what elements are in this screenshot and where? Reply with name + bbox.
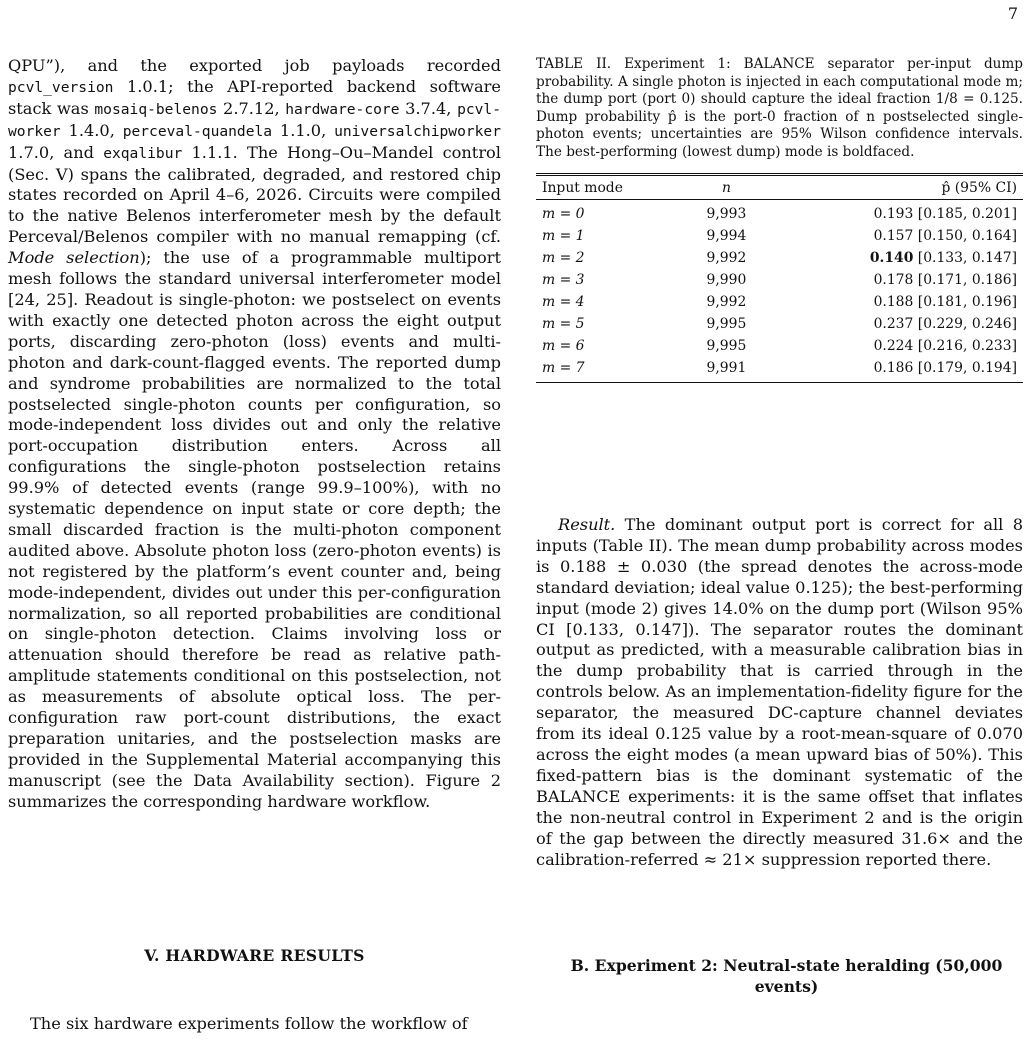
- cell-p-ci: [768, 247, 1023, 269]
- cell-n: 9,993: [706, 205, 747, 222]
- cell-p-ci: [768, 313, 1023, 335]
- section-heading: V. HARDWARE RESULTS: [144, 946, 365, 965]
- cell-n: 9,990: [706, 271, 747, 288]
- header-p: p̂ (95% CI): [768, 174, 1023, 199]
- cell-n: 9,992: [706, 293, 747, 310]
- cell-input-mode: m = 7: [536, 357, 685, 383]
- cell-ci: [0.133, 0.147]: [917, 249, 1017, 266]
- result-paragraph: Result. The dominant output port is correct for all 8 inputs (Table II). The mean dump probability across modes is 0.188 ± 0.030 (the spread denotes the across-mode standard deviation; ideal value 0.125); the best-performing input (mode 2) gives 14.0% on the dump port (Wilson 95% CI [0.133, 0.147]). The separator routes the dominant output as predicted, with a measurable calibration bias in the dump probability that is carried through in the controls below. As an implementation-fidelity figure for the separator, the measured DC-capture channel deviates from its ideal 0.125 value by a root-mean-square of 0.070 across the eight modes (a mean upward bias of 50%). This fixed-pattern bias is the dominant systematic of the BALANCE experiments: it is the same offset that inflates the non-neutral control in Experiment 2 and is the origin of the gap between the directly measured 31.6× and the calibration-referred ≈ 21× suppression reported there.: [536, 515, 1023, 869]
- cell-ci: [0.181, 0.196]: [917, 293, 1017, 310]
- cell-p-ci: [768, 291, 1023, 313]
- cell-n: 9,995: [706, 337, 747, 354]
- cell-n: 9,991: [685, 357, 768, 383]
- cell-input-mode: m = 6: [542, 337, 585, 354]
- table-row: [536, 269, 1023, 291]
- right-column: [536, 56, 1023, 383]
- table-row: [536, 357, 1023, 383]
- cell-p-ci: [768, 357, 1023, 383]
- cell-p-ci: [768, 269, 1023, 291]
- cell-p-value: 0.188: [873, 293, 914, 310]
- cell-n: 9,995: [706, 315, 747, 332]
- table-row: [536, 335, 1023, 357]
- cell-p-value: 0.157: [873, 227, 914, 244]
- cell-ci: [0.179, 0.194]: [917, 359, 1017, 376]
- cell-p-ci: [768, 225, 1023, 247]
- cell-p-ci: [768, 199, 1023, 225]
- cell-p-value: 0.140: [869, 249, 914, 266]
- cell-ci: [0.229, 0.246]: [917, 315, 1017, 332]
- left-column: [8, 56, 501, 813]
- table-row: [536, 313, 1023, 335]
- table-header-row: [536, 174, 1023, 199]
- table-row: [536, 199, 1023, 225]
- table-caption: TABLE II. Experiment 1: BALANCE separator per-input dump probability. A single photon is injected in each computational mode m; the dump port (port 0) should capture the ideal fraction 1/8 = 0.125. Dump probability p̂ is the port-0 fraction of n postselected single-photon events; uncertainties are 95% Wilson confidence intervals. The best-performing (lowest dump) mode is boldfaced.: [536, 56, 1023, 160]
- cell-n: 9,994: [706, 227, 747, 244]
- cell-p-ci: [768, 335, 1023, 357]
- cell-input-mode: m = 0: [542, 205, 585, 222]
- header-input-mode: Input mode: [536, 174, 685, 199]
- cell-ci: [0.185, 0.201]: [917, 205, 1017, 222]
- cell-ci: [0.150, 0.164]: [917, 227, 1017, 244]
- cell-input-mode: m = 3: [542, 271, 585, 288]
- cell-p-value: 0.178: [873, 271, 914, 288]
- section-intro-text: The six hardware experiments follow the workflow of: [30, 1014, 468, 1033]
- header-n: n: [685, 174, 768, 199]
- cell-p-value: 0.193: [873, 205, 914, 222]
- cell-p-value: 0.237: [873, 315, 914, 332]
- results-table: [536, 173, 1023, 383]
- cell-input-mode: m = 2: [542, 249, 585, 266]
- table-row: [536, 291, 1023, 313]
- cell-input-mode: m = 1: [542, 227, 585, 244]
- cell-p-value: 0.186: [873, 359, 914, 376]
- cell-ci: [0.171, 0.186]: [917, 271, 1017, 288]
- body-paragraph: QPU”), and the exported job payloads recorded pcvl_version 1.0.1; the API-reported backend software stack was mosaiq-belenos 2.7.12, hardware-core 3.7.4, pcvl-worker 1.4.0, perceval-quandela 1.1.0, universalchipworker 1.7.0, and exqalibur 1.1.1. The Hong–Ou–Mandel control (Sec. V) spans the calibrated, degraded, and restored chip states recorded on April 4–6, 2026. Circuits were compiled to the native Belenos interferometer mesh by the default Perceval/Belenos compiler with no manual remapping (cf. Mode selection); the use of a programmable multiport mesh follows the standard universal interferometer model [24, 25]. Readout is single-photon: we postselect on events with exactly one detected photon across the eight output ports, discarding zero-photon (loss) events and multi-photon and dark-count-flagged events. The reported dump and syndrome probabilities are normalized to the total postselected single-photon counts per configuration, so mode-independent loss divides out and only the relative port-occupation distribution enters. Across all configurations the single-photon postselection retains 99.9% of detected events (range 99.9–100%), with no systematic dependence on input state or core depth; the small discarded fraction is the multi-photon component audited above. Absolute photon loss (zero-photon events) is not registered by the platform’s event counter and, being mode-independent, divides out under this per-configuration normalization, so all reported probabilities are conditional on single-photon detection. Claims involving loss or attenuation should therefore be read as relative path-amplitude statements conditional on this postselection, not as measurements of absolute optical loss. The per-configuration raw port-count distributions, the exact preparation unitaries, and the postselection masks are provided in the Supplemental Material accompanying this manuscript (see the Data Availability section). Figure 2 summarizes the corresponding hardware workflow.: [8, 56, 501, 811]
- cell-input-mode: m = 4: [542, 293, 585, 310]
- cell-input-mode: m = 5: [542, 315, 585, 332]
- subsection-heading: B. Experiment 2: Neutral-state heralding (50,000 events): [570, 956, 1003, 996]
- cell-n: 9,992: [706, 249, 747, 266]
- page-number: 7: [1007, 4, 1018, 23]
- cell-p-value: 0.224: [873, 337, 914, 354]
- table-row: [536, 225, 1023, 247]
- cell-ci: [0.216, 0.233]: [917, 337, 1017, 354]
- table-row: [536, 247, 1023, 269]
